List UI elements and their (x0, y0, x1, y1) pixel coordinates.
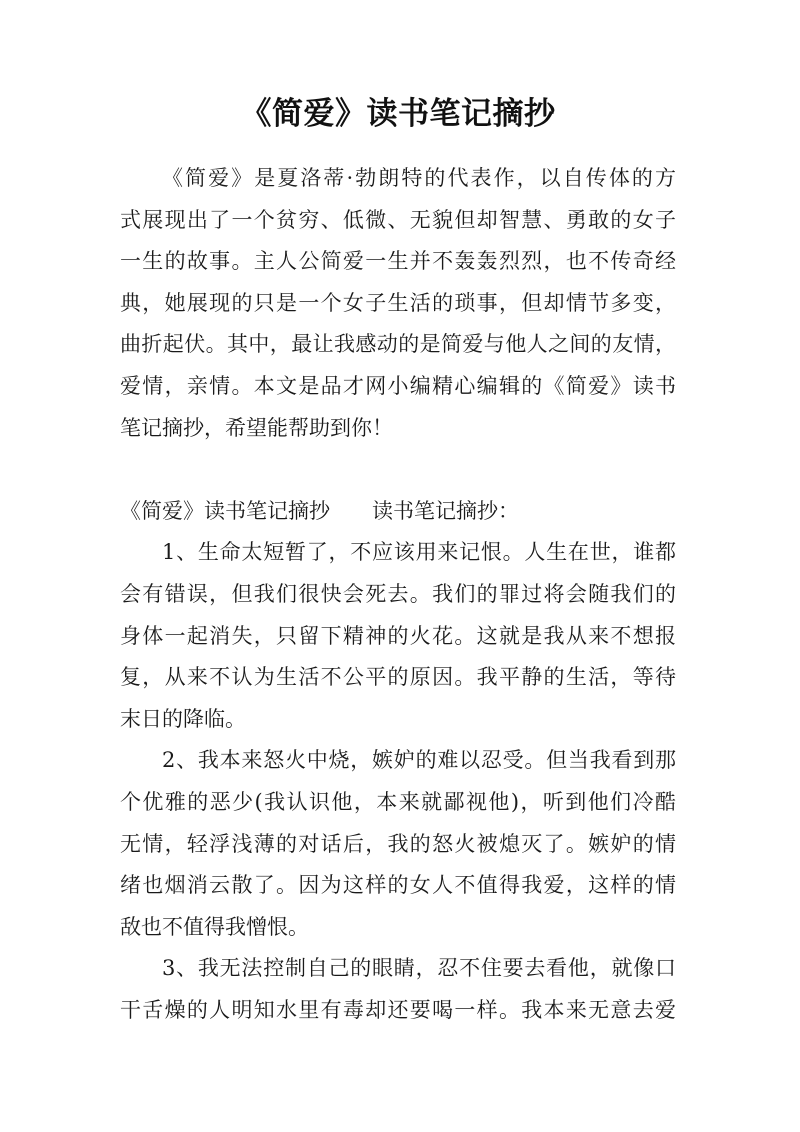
text-line: 2、我本来怒火中烧，嫉妒的难以忍受。但当我看到那 (162, 748, 676, 773)
text-line: 末日的降临。 (120, 706, 246, 731)
text-line: 《简爱》是夏洛蒂·勃朗特的代表作，以自传体的方 (162, 166, 676, 190)
text-line: 3、我无法控制自己的眼睛，忍不住要去看他，就像口 (162, 956, 676, 981)
text-line: 会有错误，但我们很快会死去。我们的罪过将会随我们的 (120, 581, 676, 606)
text-line: 敌也不值得我憎恨。 (120, 914, 309, 939)
document-body (120, 158, 676, 1031)
section-header-line: 《简爱》读书笔记摘抄 读书笔记摘抄： (120, 498, 519, 523)
text-line: 一生的故事。主人公简爱一生并不轰轰烈烈，也不传奇经 (120, 249, 676, 274)
document-title: 《简爱》读书笔记摘抄 (240, 96, 556, 132)
text-line: 笔记摘抄，希望能帮助到你！ (120, 415, 393, 440)
text-line: 式展现出了一个贫穷、低微、无貌但却智慧、勇敢的女子 (120, 207, 676, 232)
text-line: 1、生命太短暂了，不应该用来记恨。人生在世，谁都 (162, 540, 676, 565)
text-line: 曲折起伏。其中，最让我感动的是简爱与他人之间的友情， (120, 332, 676, 357)
text-line: 爱情，亲情。本文是品才网小编精心编辑的《简爱》读书 (120, 373, 676, 398)
text-line: 干舌燥的人明知水里有毒却还要喝一样。我本来无意去爱 (120, 997, 676, 1022)
text-line: 复，从来不认为生活不公平的原因。我平静的生活，等待 (120, 665, 676, 690)
text-line: 无情，轻浮浅薄的对话后，我的怒火被熄灭了。嫉妒的情 (120, 831, 676, 856)
text-line: 身体一起消失，只留下精神的火花。这就是我从来不想报 (120, 623, 676, 648)
text-line: 典，她展现的只是一个女子生活的琐事，但却情节多变， (120, 290, 676, 315)
text-line: 绪也烟消云散了。因为这样的女人不值得我爱，这样的情 (120, 873, 676, 898)
text-line: 个优雅的恶少(我认识他，本来就鄙视他)，听到他们冷酷 (120, 789, 676, 814)
